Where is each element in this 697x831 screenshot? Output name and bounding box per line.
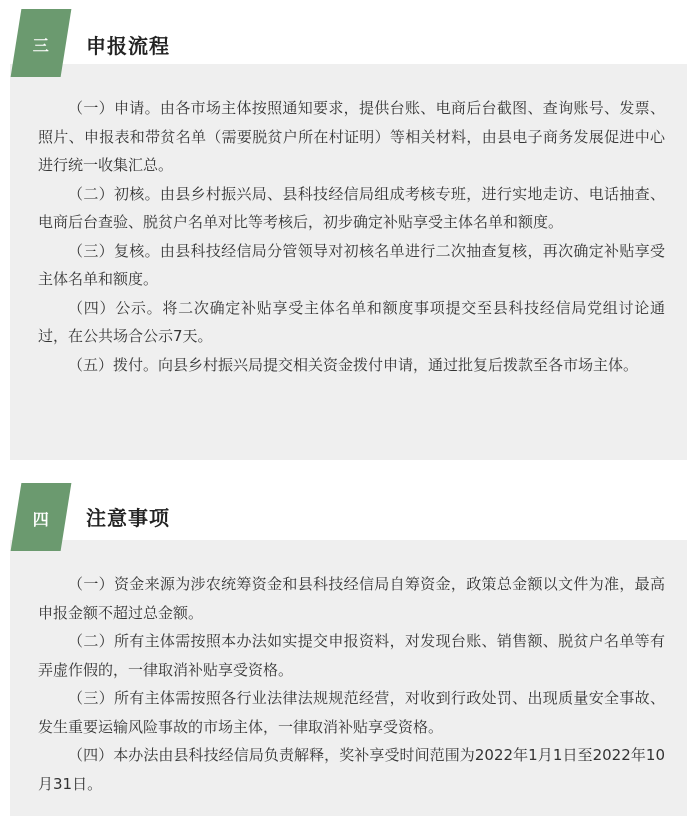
section-body — [38, 570, 665, 798]
paragraph-disbursement: （五）拨付。向县乡村振兴局提交相关资金拨付申请，通过批复后拨款至各市场主体。 — [68, 355, 639, 374]
paragraph-interpretation: （四）本办法由县科技经信局负责解释，奖补享受时间范围为2022年1月1日至2022年10月31日。 — [38, 746, 665, 793]
paragraph-publicity: （四）公示。将二次确定补贴享受主体名单和额度事项提交至县科技经信局党组讨论通过，在公共场合公示7天。 — [38, 298, 665, 345]
section-number: 四 — [32, 509, 49, 529]
paragraph-fund-source: （一）资金来源为涉农统筹资金和县科技经信局自筹资金，政策总金额以文件为准，最高申报金额不超过总金额。 — [38, 575, 665, 622]
section-title: 注意事项 — [86, 506, 170, 530]
paragraph-compliance: （三）所有主体需按照各行业法律法规规范经营，对收到行政处罚、出现质量安全事故、发生重要运输风险事故的市场主体，一律取消补贴享受资格。 — [38, 689, 665, 736]
section-number: 三 — [32, 35, 49, 55]
paragraph-re-review: （三）复核。由县科技经信局分管领导对初核名单进行二次抽查复核，再次确定补贴享受主体名单和额度。 — [38, 241, 665, 288]
paragraph-application: （一）申请。由各市场主体按照通知要求，提供台账、电商后台截图、查询账号、发票、照片、申报表和带贫名单（需要脱贫户所在村证明）等相关材料，由县电子商务发展促进中心进行统一收集汇总。 — [38, 99, 665, 174]
section-body — [38, 94, 665, 379]
section-notes — [0, 482, 697, 831]
paragraph-initial-review: （二）初核。由县乡村振兴局、县科技经信局组成考核专班，进行实地走访、电话抽查、电商后台查验、脱贫户名单对比等考核后，初步确定补贴享受主体名单和额度。 — [38, 184, 665, 231]
paragraph-truthful-submission: （二）所有主体需按照本办法如实提交申报资料，对发现台账、销售额、脱贫户名单等有弄虚作假的，一律取消补贴享受资格。 — [38, 632, 665, 679]
section-title: 申报流程 — [86, 34, 170, 58]
